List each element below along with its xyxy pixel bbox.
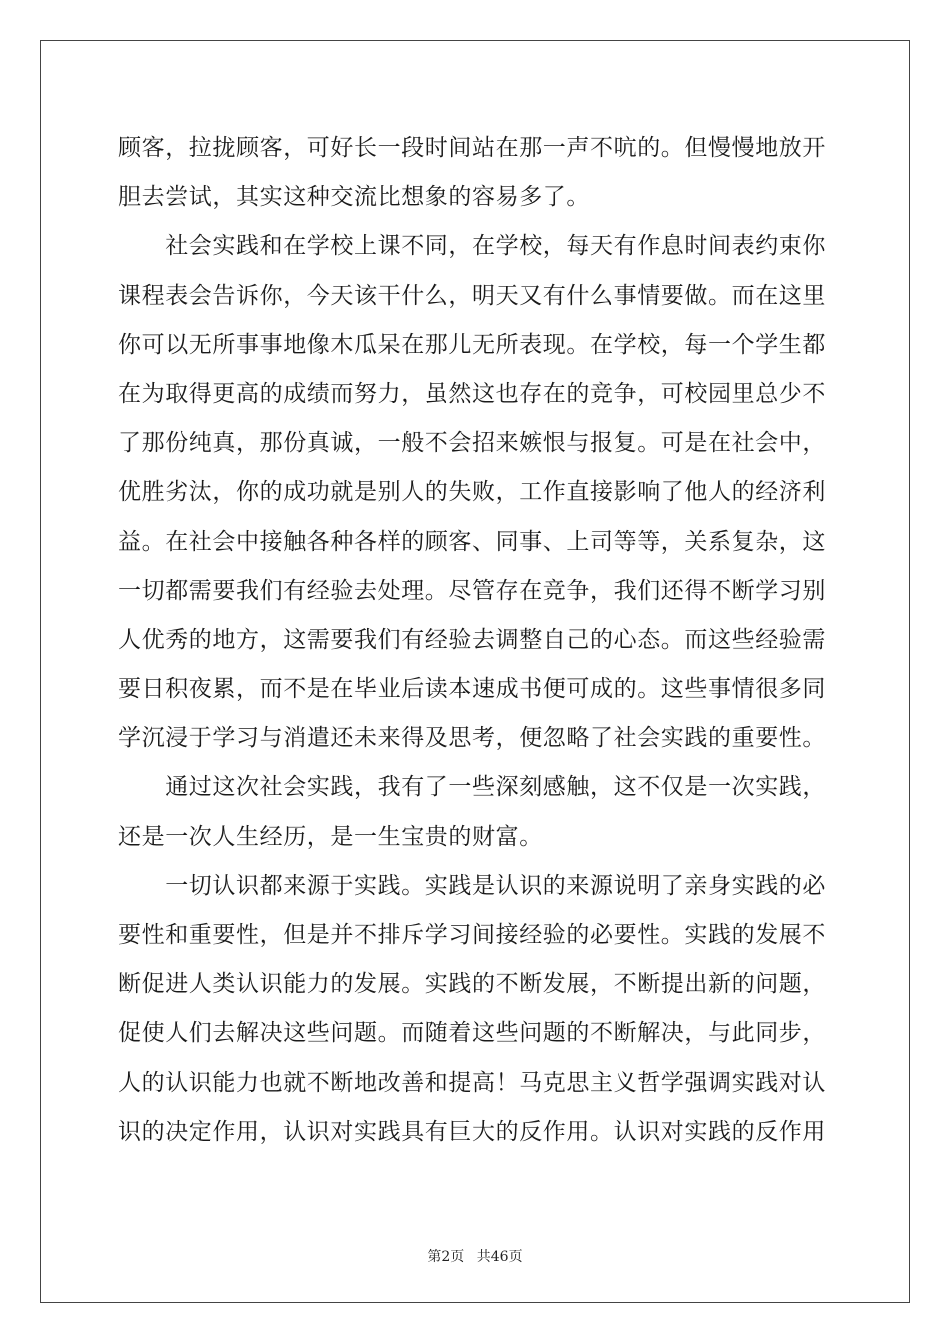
text-line: 学沉浸于学习与消遣还未来得及思考，便忽略了社会实践的重要性。 <box>118 725 826 752</box>
text-line: 识的决定作用，认识对实践具有巨大的反作用。认识对实践的反作用 <box>118 1118 826 1145</box>
text-line: 人的认识能力也就不断地改善和提高！马克思主义哲学强调实践对认 <box>118 1069 826 1096</box>
text-line: 课程表会告诉你，今天该干什么，明天又有什么事情要做。而在这里 <box>118 282 826 309</box>
text-line: 通过这次社会实践，我有了一些深刻感触，这不仅是一次实践， <box>118 774 826 801</box>
page-footer <box>0 1246 950 1266</box>
text-line: 胆去尝试，其实这种交流比想象的容易多了。 <box>118 184 590 211</box>
text-line: 要性和重要性，但是并不排斥学习间接经验的必要性。实践的发展不 <box>118 922 826 948</box>
text-line: 还是一次人生经历，是一生宝贵的财富。 <box>118 823 543 850</box>
text-line: 在为取得更高的成绩而努力，虽然这也存在的竞争，可校园里总少不 <box>118 380 826 407</box>
text-line: 一切都需要我们有经验去处理。尽管存在竞争，我们还得不断学习别 <box>118 577 826 604</box>
text-line: 断促进人类认识能力的发展。实践的不断发展，不断提出新的问题， <box>118 971 826 998</box>
document-body <box>118 124 834 1157</box>
text-line: 一切认识都来源于实践。实践是认识的来源说明了亲身实践的必 <box>118 872 826 899</box>
text-line: 顾客，拉拢顾客，可好长一段时间站在那一声不吭的。但慢慢地放开 <box>118 135 826 161</box>
text-line: 促使人们去解决这些问题。而随着这些问题的不断解决，与此同步， <box>118 1020 826 1047</box>
text-line: 社会实践和在学校上课不同，在学校，每天有作息时间表约束你 <box>118 233 826 260</box>
page-number: 第2页 <box>427 1249 465 1265</box>
text-line: 益。在社会中接触各种各样的顾客、同事、上司等等，关系复杂，这 <box>118 528 826 555</box>
text-line: 你可以无所事事地像木瓜呆在那儿无所表现。在学校，每一个学生都 <box>118 331 826 358</box>
text-line: 优胜劣汰，你的成功就是别人的失败，工作直接影响了他人的经济利 <box>118 479 826 506</box>
page-total: 共46页 <box>476 1249 523 1265</box>
text-line: 了那份纯真，那份真诚，一般不会招来嫉恨与报复。可是在社会中， <box>118 430 826 457</box>
text-line: 人优秀的地方，这需要我们有经验去调整自己的心态。而这些经验需 <box>118 626 826 653</box>
text-line: 要日积夜累，而不是在毕业后读本速成书便可成的。这些事情很多同 <box>118 676 826 703</box>
